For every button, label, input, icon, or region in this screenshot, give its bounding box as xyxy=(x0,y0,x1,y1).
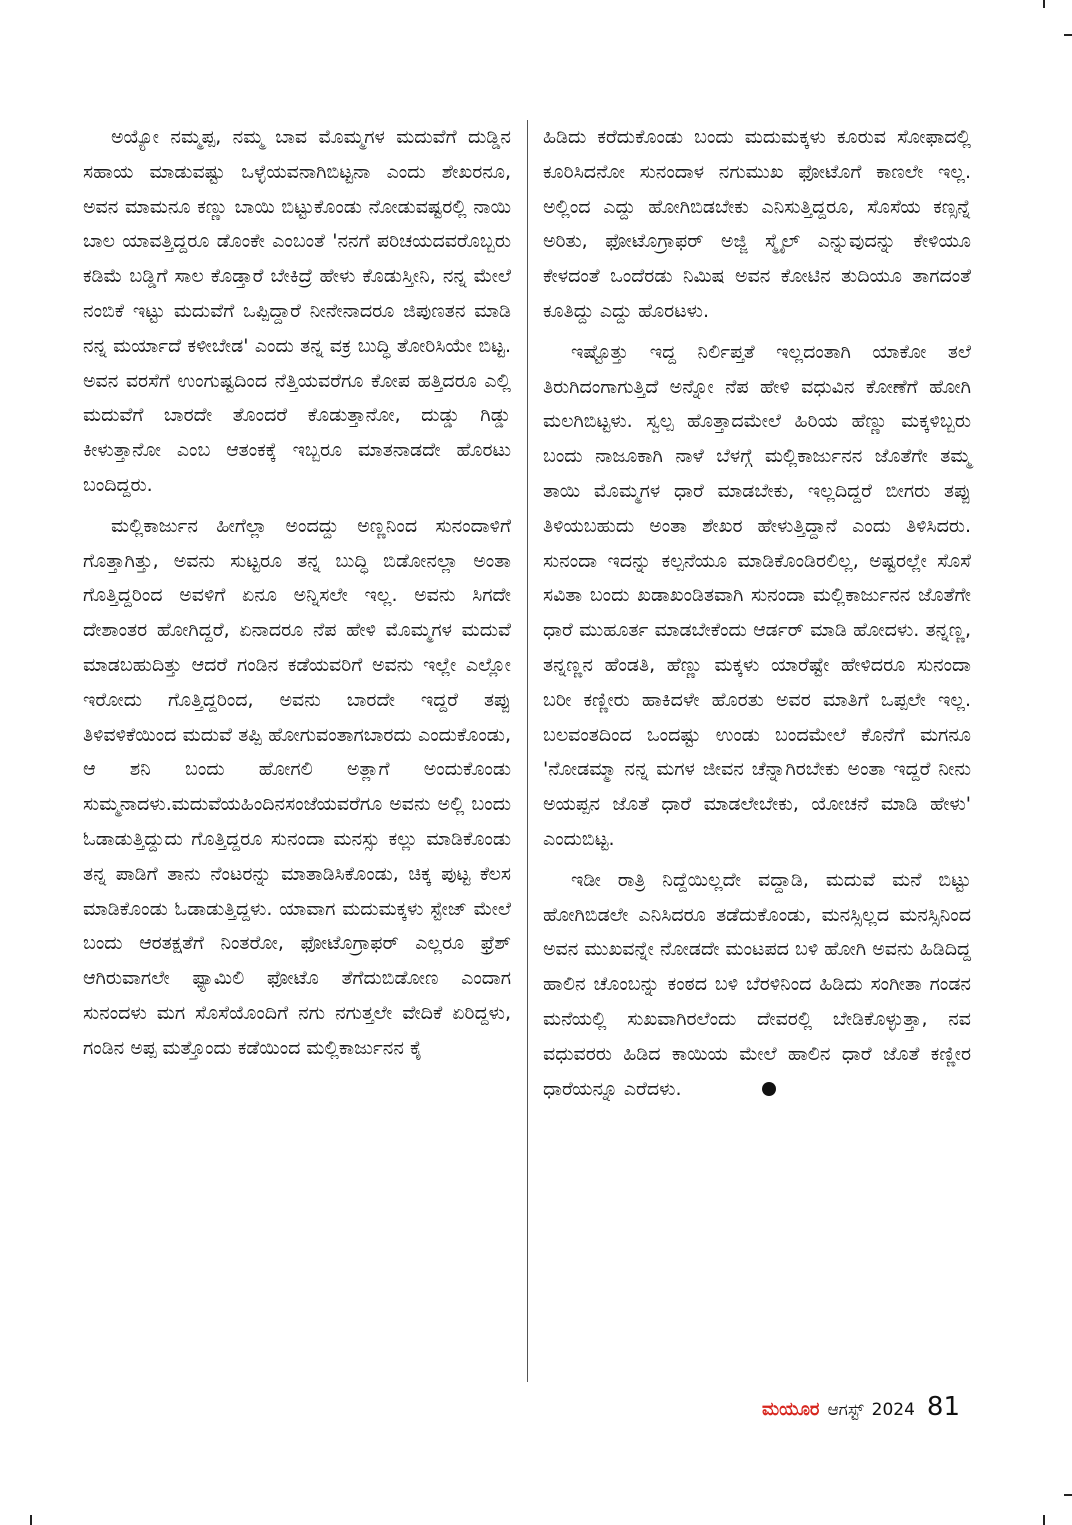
page-footer xyxy=(762,1392,960,1422)
issue-year: 2024 xyxy=(871,1400,915,1420)
issue-month: ಆಗಸ್ಟ್ xyxy=(827,1400,864,1420)
paragraph-continuation: ಹಿಡಿದು ಕರೆದುಕೊಂಡು ಬಂದು ಮದುಮಕ್ಕಳು ಕೂರುವ ಸೋಫಾದಲ್ಲಿ ಕೂರಿಸಿದನೋ ಸುನಂದಾಳ ನಗುಮುಖ ಫೋಟೊಗೆ ಕಾಣಲೇ ಇಲ್ಲ. ಅಲ್ಲಿಂದ ಎದ್ದು ಹೋಗಿಬಿಡಬೇಕು ಎನಿಸುತ್ತಿದ್ದರೂ, ಸೊಸೆಯ ಕಣ್ಸನ್ನೆ ಅರಿತು, ಫೋಟೊಗ್ರಾಫರ್ ಅಜ್ಜಿ ಸ್ಮೈಲ್ ಎನ್ನುವುದನ್ನು ಕೇಳಿಯೂ ಕೇಳದಂತೆ ಒಂದೆರಡು ನಿಮಿಷ ಅವನ ಕೋಟಿನ ತುದಿಯೂ ತಾಗದಂತೆ ಕೂತಿದ್ದು ಎದ್ದು ಹೊರಟಳು. xyxy=(543,126,971,322)
article-column-left xyxy=(83,120,511,1072)
article-page xyxy=(83,120,973,1380)
crop-mark-top-right xyxy=(1043,0,1045,8)
crop-mark-bottom-right xyxy=(1043,1515,1045,1525)
crop-mark-right-lower xyxy=(1064,1494,1072,1496)
page-number: 81 xyxy=(926,1392,960,1422)
article-column-right xyxy=(543,120,971,1112)
crop-mark-right-upper xyxy=(1064,34,1072,36)
paragraph-final xyxy=(543,863,971,1107)
paragraph-final-text: ಇಡೀ ರಾತ್ರಿ ನಿದ್ದೆಯಿಲ್ಲದೇ ವದ್ದಾಡಿ, ಮದುವೆ ಮನೆ ಬಿಟ್ಟು ಹೋಗಿಬಿಡಲೇ ಎನಿಸಿದರೂ ತಡೆದುಕೊಂಡು, ಮನಸ್ಸಿಲ್ಲದ ಮನಸ್ಸಿನಿಂದ ಅವನ ಮುಖವನ್ನೇ ನೋಡದೇ ಮಂಟಪದ ಬಳಿ ಹೋಗಿ ಅವನು ಹಿಡಿದಿದ್ದ ಹಾಲಿನ ಚೊಂಬನ್ನು ಕಂಠದ ಬಳಿ ಬೆರಳಿನಿಂದ ಹಿಡಿದು ಸಂಗೀತಾ ಗಂಡನ ಮನೆಯಲ್ಲಿ ಸುಖವಾಗಿರಲೆಂದು ದೇವರಲ್ಲಿ ಬೇಡಿಕೊಳ್ಳುತ್ತಾ, ನವ ವಧುವರರು ಹಿಡಿದ ಕಾಯಿಯ ಮೇಲೆ ಹಾಲಿನ ಧಾರೆ ಜೊತೆ ಕಣ್ಣೀರ ಧಾರೆಯನ್ನೂ ಎರೆದಳು. xyxy=(543,868,971,1100)
paragraph: ಇಷ್ಟೊತ್ತು ಇದ್ದ ನಿರ್ಲಿಪ್ತತೆ ಇಲ್ಲದಂತಾಗಿ ಯಾಕೋ ತಲೆ ತಿರುಗಿದಂಗಾಗುತ್ತಿದೆ ಅನ್ನೋ ನೆಪ ಹೇಳಿ ವಧುವಿನ ಕೋಣೆಗೆ ಹೋಗಿ ಮಲಗಿಬಿಟ್ಟಳು. ಸ್ವಲ್ಪ ಹೊತ್ತಾದಮೇಲೆ ಹಿರಿಯ ಹೆಣ್ಣು ಮಕ್ಕಳಿಬ್ಬರು ಬಂದು ನಾಜೂಕಾಗಿ ನಾಳೆ ಬೆಳಗ್ಗೆ ಮಲ್ಲಿಕಾರ್ಜುನನ ಜೊತೆಗೇ ತಮ್ಮ ತಾಯಿ ಮೊಮ್ಮಗಳ ಧಾರೆ ಮಾಡಬೇಕು, ಇಲ್ಲದಿದ್ದರೆ ಬೀಗರು ತಪ್ಪು ತಿಳಿಯಬಹುದು ಅಂತಾ ಶೇಖರ ಹೇಳುತ್ತಿದ್ದಾನೆ ಎಂದು ತಿಳಿಸಿದರು. ಸುನಂದಾ ಇದನ್ನು ಕಲ್ಪನೆಯೂ ಮಾಡಿಕೊಂಡಿರಲಿಲ್ಲ, ಅಷ್ಟರಲ್ಲೇ ಸೊಸೆ ಸವಿತಾ ಬಂದು ಖಡಾಖಂಡಿತವಾಗಿ ಸುನಂದಾ ಮಲ್ಲಿಕಾರ್ಜುನನ ಜೊತೆಗೇ ಧಾರೆ ಮುಹೂರ್ತ ಮಾಡಬೇಕೆಂದು ಆರ್ಡರ್ ಮಾಡಿ ಹೋದಳು. ತನ್ನಣ್ಣ, ತನ್ನಣ್ಣನ ಹೆಂಡತಿ, ಹೆಣ್ಣು ಮಕ್ಕಳು ಯಾರೆಷ್ಟೇ ಹೇಳಿದರೂ ಸುನಂದಾ ಬರೀ ಕಣ್ಣೀರು ಹಾಕಿದಳೇ ಹೊರತು ಅವರ ಮಾತಿಗೆ ಒಪ್ಪಲೇ ಇಲ್ಲ. ಬಲವಂತದಿಂದ ಒಂದಷ್ಟು ಉಂಡು ಬಂದಮೇಲೆ ಕೊನೆಗೆ ಮಗನೂ 'ನೋಡಮ್ಮಾ ನನ್ನ ಮಗಳ ಜೀವನ ಚೆನ್ನಾಗಿರಬೇಕು ಅಂತಾ ಇದ್ದರೆ ನೀನು ಅಯಪ್ಪನ ಜೊತೆ ಧಾರೆ ಮಾಡಲೇಬೇಕು, ಯೋಚನೆ ಮಾಡಿ ಹೇಳು' ಎಂದುಬಿಟ್ಟ. xyxy=(543,340,971,850)
paragraph: ಅಯ್ಯೋ ನಮ್ಮಪ್ಪ, ನಮ್ಮ ಬಾವ ಮೊಮ್ಮಗಳ ಮದುವೆಗೆ ದುಡ್ಡಿನ ಸಹಾಯ ಮಾಡುವಷ್ಟು ಒಳ್ಳೆಯವನಾಗಿಬಿಟ್ಟನಾ ಎಂದು ಶೇಖರನೂ, ಅವನ ಮಾಮನೂ ಕಣ್ಣು ಬಾಯಿ ಬಿಟ್ಟುಕೊಂಡು ನೋಡುವಷ್ಟರಲ್ಲಿ ನಾಯಿ ಬಾಲ ಯಾವತ್ತಿದ್ದರೂ ಡೊಂಕೇ ಎಂಬಂತೆ 'ನನಗೆ ಪರಿಚಯದವರೊಬ್ಬರು ಕಡಿಮೆ ಬಡ್ಡಿಗೆ ಸಾಲ ಕೊಡ್ತಾರೆ ಬೇಕಿದ್ರೆ ಹೇಳು ಕೊಡುಸ್ತೀನಿ, ನನ್ನ ಮೇಲೆ ನಂಬಿಕೆ ಇಟ್ಟು ಮದುವೆಗೆ ಒಪ್ಪಿದ್ದಾರೆ ನೀನೇನಾದರೂ ಜಿಪುಣತನ ಮಾಡಿ ನನ್ನ ಮರ್ಯಾದೆ ಕಳೀಬೇಡ' ಎಂದು ತನ್ನ ವಕ್ರ ಬುದ್ಧಿ ತೋರಿಸಿಯೇ ಬಿಟ್ಟ. ಅವನ ವರಸೆಗೆ ಉಂಗುಷ್ಟದಿಂದ ನೆತ್ತಿಯವರೆಗೂ ಕೋಪ ಹತ್ತಿದರೂ ಎಲ್ಲಿ ಮದುವೆಗೆ ಬಾರದೇ ತೊಂದರೆ ಕೊಡುತ್ತಾನೋ, ದುಡ್ಡು ಗಿಡ್ಡು ಕೀಳುತ್ತಾನೋ ಎಂಬ ಆತಂಕಕ್ಕೆ ಇಬ್ಬರೂ ಮಾತನಾಡದೇ ಹೊರಟು ಬಂದಿದ್ದರು. xyxy=(83,126,511,496)
end-bullet-icon xyxy=(762,1082,776,1096)
column-divider xyxy=(527,120,528,1382)
paragraph: ಮಲ್ಲಿಕಾರ್ಜುನ ಹೀಗೆಲ್ಲಾ ಅಂದದ್ದು ಅಣ್ಣನಿಂದ ಸುನಂದಾಳಿಗೆ ಗೊತ್ತಾಗಿತ್ತು, ಅವನು ಸುಟ್ಟರೂ ತನ್ನ ಬುದ್ಧಿ ಬಿಡೋನಲ್ಲಾ ಅಂತಾ ಗೊತ್ತಿದ್ದರಿಂದ ಅವಳಿಗೆ ಏನೂ ಅನ್ನಿಸಲೇ ಇಲ್ಲ. ಅವನು ಸಿಗದೇ ದೇಶಾಂತರ ಹೋಗಿದ್ದರೆ, ಏನಾದರೂ ನೆಪ ಹೇಳಿ ಮೊಮ್ಮಗಳ ಮದುವೆ ಮಾಡಬಹುದಿತ್ತು ಆದರೆ ಗಂಡಿನ ಕಡೆಯವರಿಗೆ ಅವನು ಇಲ್ಲೇ ಎಲ್ಲೋ ಇರೋದು ಗೊತ್ತಿದ್ದರಿಂದ, ಅವನು ಬಾರದೇ ಇದ್ದರೆ ತಪ್ಪು ತಿಳಿವಳಿಕೆಯಿಂದ ಮದುವೆ ತಪ್ಪಿ ಹೋಗುವಂತಾಗಬಾರದು ಎಂದುಕೊಂಡು, ಆ ಶನಿ ಬಂದು ಹೋಗಲಿ ಅತ್ಲಾಗೆ ಅಂದುಕೊಂಡು ಸುಮ್ಮನಾದಳು.ಮದುವೆಯಹಿಂದಿನಸಂಜೆಯವರೆಗೂ ಅವನು ಅಲ್ಲಿ ಬಂದು ಓಡಾಡುತ್ತಿದ್ದುದು ಗೊತ್ತಿದ್ದರೂ ಸುನಂದಾ ಮನಸ್ಸು ಕಲ್ಲು ಮಾಡಿಕೊಂಡು ತನ್ನ ಪಾಡಿಗೆ ತಾನು ನೆಂಟರನ್ನು ಮಾತಾಡಿಸಿಕೊಂಡು, ಚಿಕ್ಕ ಪುಟ್ಟ ಕೆಲಸ ಮಾಡಿಕೊಂಡು ಓಡಾಡುತ್ತಿದ್ದಳು. ಯಾವಾಗ ಮದುಮಕ್ಕಳು ಸ್ಟೇಜ್ ಮೇಲೆ ಬಂದು ಆರತಕ್ಷತೆಗೆ ನಿಂತರೋ, ಫೋಟೊಗ್ರಾಫರ್ ಎಲ್ಲರೂ ಫ್ರೆಶ್ ಆಗಿರುವಾಗಲೇ ಫ್ಯಾಮಿಲಿ ಫೋಟೊ ತೆಗೆದುಬಿಡೋಣ ಎಂದಾಗ ಸುನಂದಳು ಮಗ ಸೊಸೆಯೊಂದಿಗೆ ನಗು ನಗುತ್ತಲೇ ವೇದಿಕೆ ಏರಿದ್ದಳು, ಗಂಡಿನ ಅಪ್ಪ ಮತ್ತೊಂದು ಕಡೆಯಿಂದ ಮಲ್ಲಿಕಾರ್ಜುನನ ಕೈ xyxy=(83,514,511,1059)
magazine-logo: ಮಯೂರ xyxy=(762,1399,820,1420)
crop-mark-bottom-left xyxy=(30,1515,32,1525)
